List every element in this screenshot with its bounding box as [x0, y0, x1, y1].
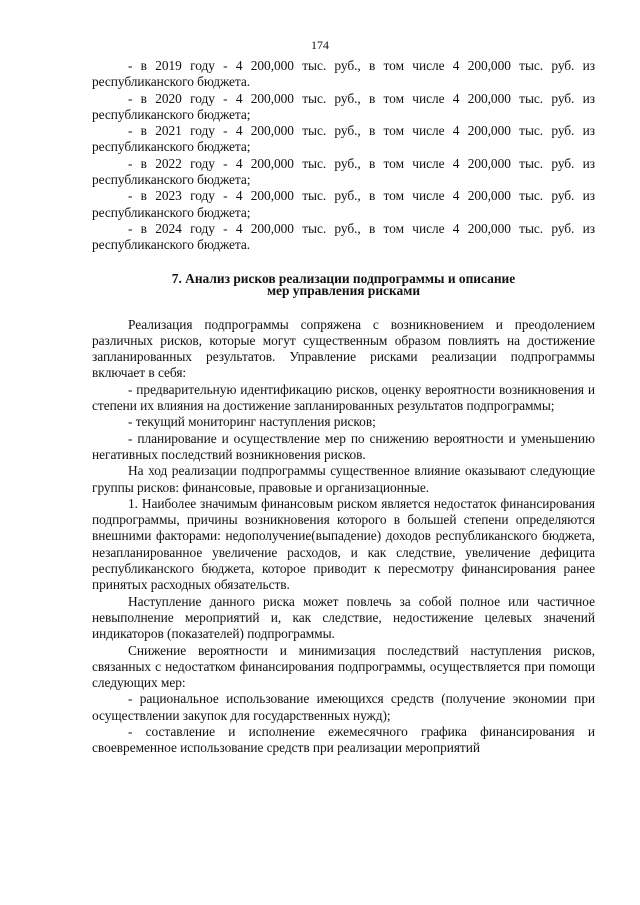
budget-year-2022-source: республиканского бюджета; — [92, 172, 251, 188]
budget-year-2020-source: республиканского бюджета; — [92, 106, 251, 122]
paragraph-risk-consequences: Наступление данного риска может повлечь за собой полное или частичное невыполнение мероприятий и, как следствие, недостижение целевых значений индикаторов (показателей) подпрограммы. — [92, 593, 595, 642]
section-heading-line2: мер управления рисками — [266, 282, 421, 298]
paragraph-risk-groups: На ход реализации подпрограммы существенное влияние оказывают следующие группы рисков: финансовые, правовые и организационные. — [92, 463, 595, 495]
section-text — [92, 317, 595, 757]
budget-year-list — [92, 58, 595, 254]
budget-year-2024-source: республиканского бюджета. — [92, 237, 251, 253]
budget-year-2019: - в 2019 году - 4 200,000 тыс. руб., в том числе 4 200,000 тыс. руб. из — [128, 58, 595, 73]
budget-year-2020: - в 2020 году - 4 200,000 тыс. руб., в том числе 4 200,000 тыс. руб. из — [128, 90, 595, 106]
budget-year-2021-source: республиканского бюджета; — [92, 139, 251, 155]
bullet-risk-identification: - предварительную идентификацию рисков, оценку вероятности возникновения и степени их влияния на достижение запланированных результатов подпрограммы; — [92, 381, 595, 414]
paragraph-risk-management-intro: Реализация подпрограммы сопряжена с возникновением и преодолением различных рисков, которые могут существенным образом повлиять на достижение запланированных результатов. Управление рисками реализации подпрограммы включает в себя: — [92, 316, 595, 381]
paragraph-risk-mitigation: Снижение вероятности и минимизация последствий наступления рисков, связанных с недостатком финансирования подпрограммы, осуществляется при помощи следующих мер: — [92, 642, 595, 691]
section-heading — [92, 270, 595, 298]
budget-year-2019-source: республиканского бюджета. — [92, 74, 251, 90]
budget-year-2023: - в 2023 году - 4 200,000 тыс. руб., в том числе 4 200,000 тыс. руб. из — [128, 188, 595, 204]
budget-year-2021: - в 2021 году - 4 200,000 тыс. руб., в том числе 4 200,000 тыс. руб. из — [128, 123, 595, 139]
bullet-risk-planning: - планирование и осуществление мер по снижению вероятности и уменьшению негативных последствий возникновения рисков. — [92, 430, 595, 462]
bullet-monthly-schedule: - составление и исполнение ежемесячного графика финансирования и своевременное использование средств при реализации мероприятий — [92, 723, 595, 756]
bullet-rational-use: - рациональное использование имеющихся средств (получение экономии при осуществлении закупок для государственных нужд); — [92, 691, 595, 723]
bullet-risk-monitoring: - текущий мониторинг наступления рисков; — [128, 414, 376, 430]
budget-year-2024: - в 2024 году - 4 200,000 тыс. руб., в том числе 4 200,000 тыс. руб. из — [128, 220, 595, 236]
page-number: 174 — [311, 38, 329, 52]
section-heading-line1: 7. Анализ рисков реализации подпрограммы и описание — [171, 270, 516, 286]
paragraph-financial-risk: 1. Наиболее значимым финансовым риском является недостаток финансирования подпрограммы, причины возникновения которого в большей степени определяются внешними факторами: недополучение(выпадение) доходов республиканского бюджета, незапланированное увеличение расходов, и как следствие, увеличение дефицита республиканского бюджета, которое приводит к пересмотру финансирования ранее принятых расходных обязательств. — [92, 495, 595, 593]
budget-year-2022: - в 2022 году - 4 200,000 тыс. руб., в том числе 4 200,000 тыс. руб. из — [128, 155, 595, 171]
budget-year-2023-source: республиканского бюджета; — [92, 204, 251, 220]
page-body — [92, 58, 595, 757]
